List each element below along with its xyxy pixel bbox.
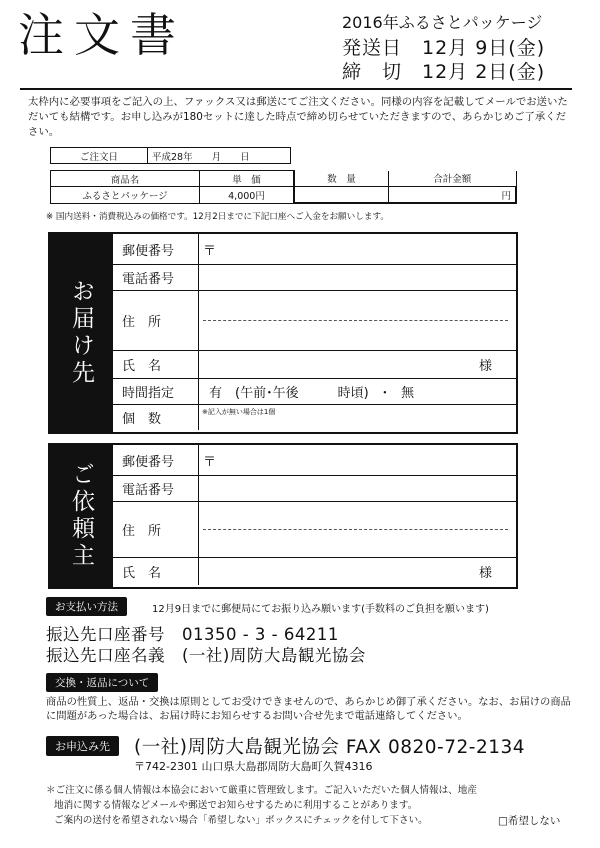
unit-price: 4,000円 <box>200 187 295 204</box>
requester-address-row <box>113 501 516 558</box>
delivery-heading: お届け先 <box>68 279 94 387</box>
returns-text: 商品の性質上、返品・交換は原則としてお受けできませんので、あらかじめ御了承ください。なお、お届けの商品に問題があった場合は、お届け時にお知らせするお問い合せ先まで電話連絡してください。 <box>46 696 571 722</box>
delivery-heading-bar <box>50 234 113 432</box>
requester-heading: ご依頼主 <box>68 462 94 570</box>
page-title: 注文書 <box>18 8 186 62</box>
tax-note: ※ 国内送料・消費税込みの価格です。12月2日までに下記口座へご入金をお願いします。 <box>46 212 389 222</box>
requester-heading-bar <box>50 445 113 587</box>
privacy-line-3: ご案内の送付を希望されない場合「希望しない」ボックスにチェックを付して下さい。 <box>54 815 428 826</box>
requester-address-dash <box>203 529 508 530</box>
delivery-honorific: 様 <box>478 358 492 374</box>
requester-block <box>48 443 518 589</box>
delivery-address-label: 住 所 <box>113 290 199 350</box>
ship-date-line: 発送日 12月 9日(金) <box>342 37 546 59</box>
opt-out-checkbox[interactable]: □希望しない <box>498 815 561 827</box>
apply-address: 〒742-2301 山口県大島郡周防大島町久賀4316 <box>134 760 373 773</box>
delivery-name-label: 氏 名 <box>113 350 199 378</box>
total-header: 合計金額 <box>389 171 517 187</box>
delivery-time-row <box>113 378 516 405</box>
order-date-label: ご注文日 <box>51 148 148 164</box>
delivery-count-note: ※記入が無い場合は1個 <box>202 408 276 416</box>
product-name: ふるさとパッケージ <box>51 187 200 204</box>
quantity-field[interactable] <box>294 187 389 204</box>
order-date-field[interactable]: 平成28年 月 日 <box>148 148 291 164</box>
payment-heading: お支払い方法 <box>46 597 127 616</box>
privacy-line-1: ＊ご注文に係る個人情報は本協会において厳重に管理致します。ご記入いただいた個人情報は、地産 <box>46 785 477 796</box>
delivery-time-label: 時間指定 <box>113 378 199 404</box>
apply-heading: お申込み先 <box>46 736 119 756</box>
delivery-address-dash <box>203 320 508 321</box>
delivery-count-label: 個 数 <box>113 404 199 430</box>
delivery-count-row <box>113 404 516 430</box>
deadline-line: 締 切 12月 2日(金) <box>342 61 546 83</box>
privacy-line-2: 地消に関する情報などメールや郵送でお知らせするために利用することがあります。 <box>54 800 418 811</box>
apply-org-fax: (一社)周防大島観光協会 FAX 0820-72-2134 <box>134 737 526 758</box>
payment-note: 12月9日までに郵便局にてお振り込み願います(手数料のご負担を願います) <box>152 604 489 615</box>
requester-postal-row <box>113 445 516 476</box>
quantity-header: 数 量 <box>294 171 389 187</box>
delivery-name-row <box>113 350 516 379</box>
delivery-postal-row <box>113 234 516 265</box>
requester-name-label: 氏 名 <box>113 557 199 585</box>
delivery-block <box>48 232 518 434</box>
intro-text: 太枠内に必要事項をご記入の上、ファックス又は郵送にてご注文ください。同様の内容を記載してメールでお送いただいても結構です。お申し込みが180セットに達した時点で締め切らせていただきますので、あらかじめご了承ください。 <box>28 96 568 138</box>
product-table <box>50 170 517 204</box>
delivery-time-field[interactable]: 有 (午前･午後 時頃) ･ 無 <box>209 385 415 401</box>
header-rule <box>20 88 572 90</box>
delivery-phone-label: 電話番号 <box>113 264 199 290</box>
delivery-phone-row <box>113 264 516 291</box>
requester-postal-label: 郵便番号 <box>113 445 199 475</box>
account-number-line: 振込先口座番号 01350 - 3 - 64211 <box>46 625 339 644</box>
delivery-address-row <box>113 290 516 351</box>
requester-phone-label: 電話番号 <box>113 475 199 501</box>
total-field[interactable]: 円 <box>389 187 517 204</box>
requester-honorific: 様 <box>478 565 492 581</box>
unit-price-header: 単 価 <box>200 171 295 187</box>
delivery-postal-label: 郵便番号 <box>113 234 199 264</box>
requester-phone-row <box>113 475 516 502</box>
returns-heading: 交換・返品について <box>46 673 158 692</box>
product-header: 商品名 <box>51 171 200 187</box>
package-line: 2016年ふるさとパッケージ <box>342 13 543 32</box>
requester-address-label: 住 所 <box>113 501 199 557</box>
delivery-postal-field[interactable]: 〒 <box>203 243 217 259</box>
requester-name-row <box>113 557 516 585</box>
requester-postal-field[interactable]: 〒 <box>203 454 217 470</box>
account-name-line: 振込先口座名義 (一社)周防大島観光協会 <box>46 646 366 665</box>
order-date-table <box>50 147 291 164</box>
